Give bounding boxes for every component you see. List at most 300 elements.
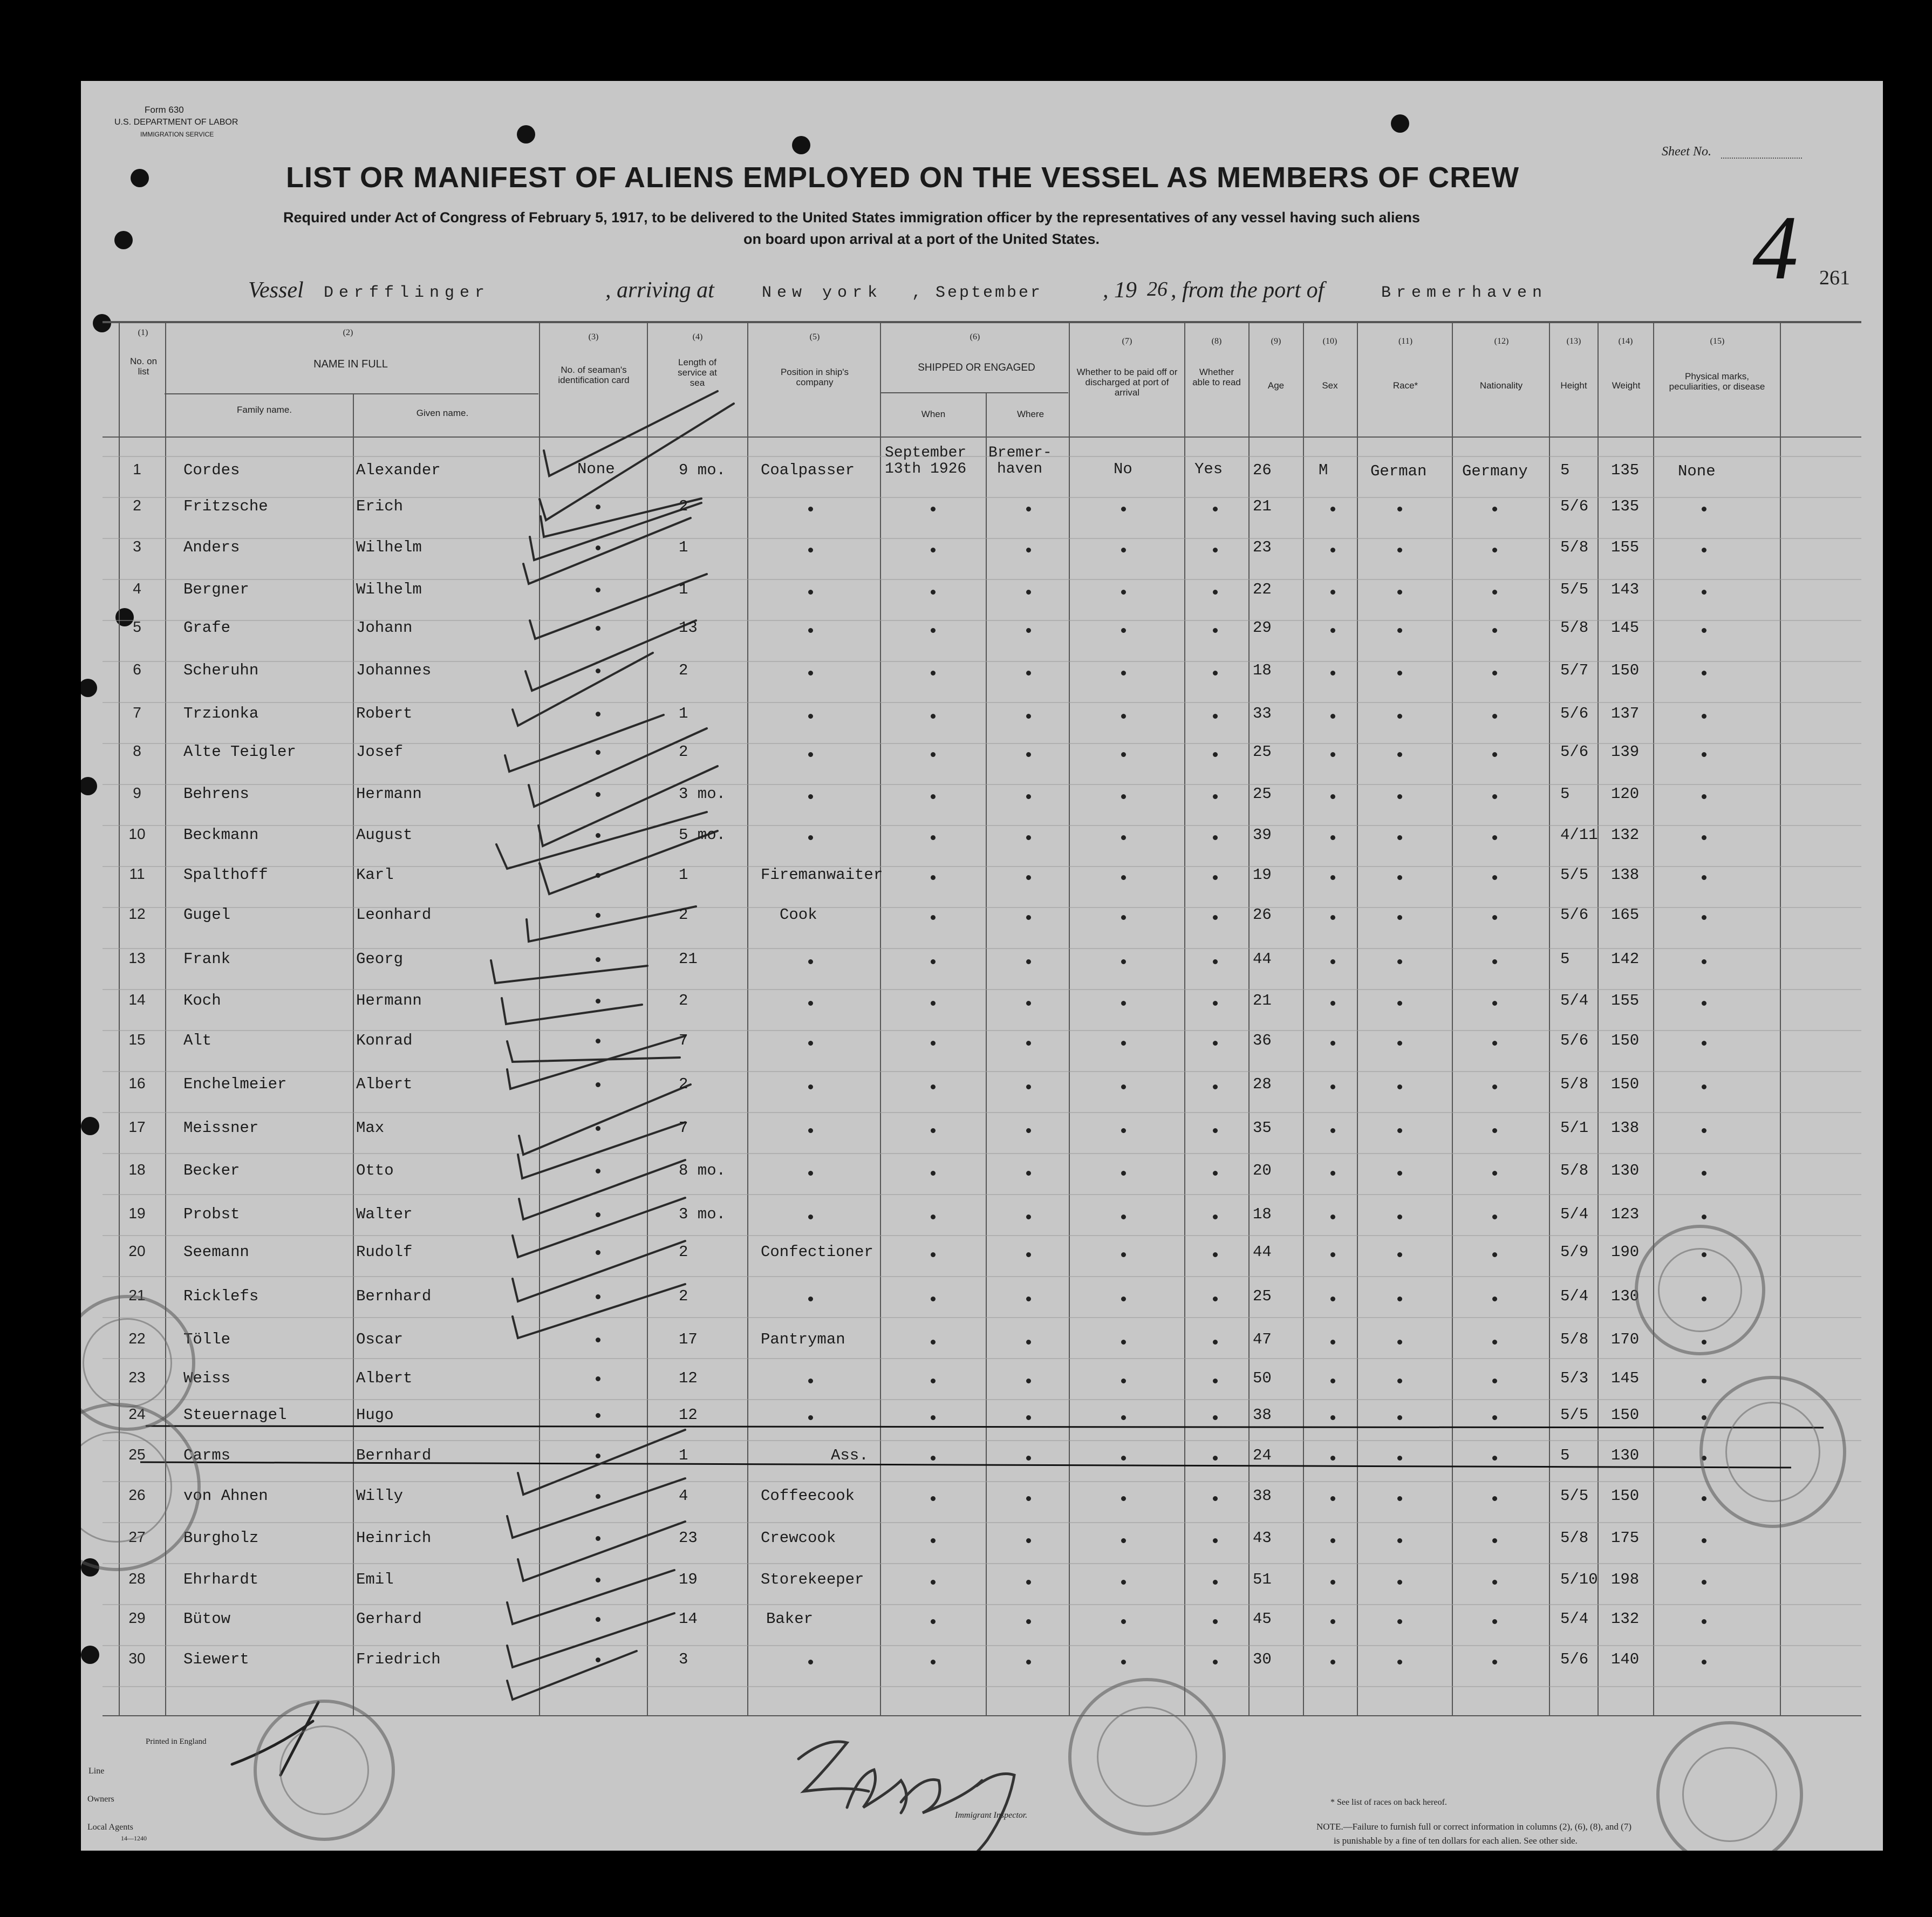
ditto-mark: [1492, 1340, 1497, 1345]
service-length: 21: [679, 950, 698, 968]
given-name: Otto: [356, 1162, 394, 1179]
ditto-mark: [808, 714, 813, 719]
ditto-mark: [1121, 1215, 1126, 1219]
age: 44: [1253, 1243, 1272, 1261]
col-num-4: (4): [692, 332, 703, 342]
ditto-mark: [1121, 714, 1126, 719]
ditto-mark: [1702, 548, 1706, 552]
ditto-mark: [1702, 1660, 1706, 1664]
row1-when-2: 13th 1926: [885, 461, 967, 477]
given-name: Albert: [356, 1075, 413, 1093]
ditto-mark: [931, 1041, 936, 1046]
col-head-weight: Weight: [1612, 380, 1641, 391]
given-name: Hugo: [356, 1406, 394, 1424]
ditto-mark: [1213, 628, 1218, 633]
ditto-mark: [931, 1340, 936, 1345]
ditto-mark: [1397, 915, 1402, 920]
age: 44: [1253, 950, 1272, 968]
family-name: Burgholz: [183, 1529, 259, 1547]
service-length: 2: [679, 992, 688, 1009]
age: 43: [1253, 1529, 1272, 1547]
weight: 155: [1611, 992, 1640, 1009]
ditto-mark: [1492, 1297, 1497, 1301]
ditto-mark: [808, 1660, 813, 1664]
family-name: Scheruhn: [183, 661, 259, 679]
row1-paid-off: No: [1114, 460, 1132, 478]
ditto-mark: [1330, 1215, 1335, 1219]
ditto-mark: [1397, 1252, 1402, 1257]
weight: 155: [1611, 538, 1640, 556]
given-name: August: [356, 826, 413, 844]
ditto-mark: [1330, 1001, 1335, 1006]
ditto-mark: [1213, 590, 1218, 595]
consulate-stamp: [1068, 1678, 1226, 1836]
ditto-mark: [1213, 1456, 1218, 1461]
given-name: Walter: [356, 1205, 413, 1223]
ditto-mark: [1213, 1580, 1218, 1585]
year-suffix: 26: [1147, 278, 1168, 301]
family-name: Grafe: [183, 619, 231, 637]
ditto-mark: [1121, 1084, 1126, 1089]
ditto-mark: [931, 714, 936, 719]
ditto-mark: [1492, 915, 1497, 920]
row-number: 9: [133, 784, 141, 801]
vessel-label: Vessel: [248, 278, 304, 303]
height: 5/8: [1560, 1162, 1589, 1179]
ditto-mark: [1397, 714, 1402, 719]
position: Coffeecook: [761, 1487, 855, 1505]
ditto-mark: [1397, 1415, 1402, 1420]
ditto-mark: [1213, 1215, 1218, 1219]
ditto-mark: [1330, 714, 1335, 719]
ditto-mark: [1397, 794, 1402, 799]
ditto-mark: [931, 1456, 936, 1461]
ditto-mark: [1026, 1001, 1031, 1006]
ditto-mark: [931, 1128, 936, 1133]
ditto-mark: [931, 1415, 936, 1420]
col-head-no: No. on list: [129, 356, 158, 377]
weight: 150: [1611, 1487, 1640, 1505]
row-number: 29: [128, 1609, 146, 1626]
form-number: Form 630: [145, 105, 184, 115]
vessel-name: Derfflinger: [324, 284, 490, 302]
height: 5/5: [1560, 1487, 1589, 1505]
ditto-mark: [808, 671, 813, 676]
ditto-mark: [1397, 875, 1402, 880]
ditto-mark: [1213, 875, 1218, 880]
ditto-mark: [1492, 1215, 1497, 1219]
ditto-mark: [1026, 1660, 1031, 1664]
ditto-mark: [1213, 1128, 1218, 1133]
ditto-mark: [931, 835, 936, 840]
weight: 142: [1611, 950, 1640, 968]
ditto-mark: [1213, 507, 1218, 511]
ditto-mark: [931, 875, 936, 880]
ditto-mark: [1702, 1580, 1706, 1585]
weight: 165: [1611, 906, 1640, 924]
height: 5/1: [1560, 1119, 1589, 1137]
ditto-mark: [808, 628, 813, 633]
age: 23: [1253, 538, 1272, 556]
col-head-marks: Physical marks, peculiarities, or disease: [1669, 371, 1765, 392]
row-number: 4: [133, 580, 141, 597]
ditto-mark: [1702, 959, 1706, 964]
service-length: 14: [679, 1610, 698, 1628]
given-name: Heinrich: [356, 1529, 432, 1547]
weight: 150: [1611, 1075, 1640, 1093]
age: 36: [1253, 1032, 1272, 1049]
age: 25: [1253, 785, 1272, 803]
ditto-mark: [1397, 1215, 1402, 1219]
ditto-mark: [1702, 1538, 1706, 1543]
ditto-mark: [931, 794, 936, 799]
ditto-mark: [1492, 714, 1497, 719]
ditto-mark: [1492, 1128, 1497, 1133]
col-num-11: (11): [1398, 337, 1413, 346]
col-head-paid-off: Whether to be paid off or discharged at port of arrival: [1076, 367, 1178, 398]
col-head-position: Position in ship's company: [780, 367, 849, 387]
ditto-mark: [1026, 1538, 1031, 1543]
ditto-mark: [1121, 1171, 1126, 1176]
ditto-mark: [1702, 507, 1706, 511]
row-number: 5: [133, 618, 141, 635]
ditto-mark: [1121, 915, 1126, 920]
ditto-mark: [1213, 1619, 1218, 1624]
service-length: 1: [679, 866, 688, 884]
row1-sex: M: [1319, 461, 1328, 479]
service-length: 19: [679, 1571, 698, 1588]
ditto-mark: [1026, 1041, 1031, 1046]
ditto-mark: [1702, 1171, 1706, 1176]
family-name: Anders: [183, 538, 240, 556]
ditto-mark: [1397, 1660, 1402, 1664]
height: 5: [1560, 461, 1570, 479]
ditto-mark: [1492, 628, 1497, 633]
ditto-mark: [1702, 794, 1706, 799]
row-number: 30: [128, 1650, 146, 1667]
row-number: 12: [128, 905, 146, 922]
weight: 198: [1611, 1571, 1640, 1588]
ditto-mark: [931, 1215, 936, 1219]
ditto-mark: [596, 504, 600, 509]
height: 5/6: [1560, 1650, 1589, 1668]
ditto-mark: [1702, 1001, 1706, 1006]
ditto-mark: [808, 507, 813, 511]
col-head-age: Age: [1267, 380, 1285, 391]
family-name: Enchelmeier: [183, 1075, 287, 1093]
service-length: 3 mo.: [679, 1205, 726, 1223]
height: 5/10: [1560, 1571, 1598, 1588]
consulate-stamp: [1699, 1376, 1846, 1528]
weight: 150: [1611, 1032, 1640, 1049]
position: Baker: [766, 1610, 814, 1628]
ditto-mark: [808, 1001, 813, 1006]
ditto-mark: [1213, 1171, 1218, 1176]
ditto-mark: [1397, 1084, 1402, 1089]
ditto-mark: [1702, 590, 1706, 595]
ditto-mark: [1397, 1340, 1402, 1345]
ditto-mark: [1121, 1001, 1126, 1006]
service-length: 3 mo.: [679, 785, 726, 803]
ditto-mark: [1330, 1580, 1335, 1585]
ditto-mark: [1121, 1580, 1126, 1585]
ditto-mark: [1330, 915, 1335, 920]
family-name: Trzionka: [183, 705, 259, 722]
ditto-mark: [596, 1657, 600, 1662]
row-number: 19: [128, 1205, 146, 1222]
ditto-mark: [1121, 548, 1126, 552]
given-name: Wilhelm: [356, 538, 422, 556]
ditto-mark: [1121, 1538, 1126, 1543]
age: 25: [1253, 743, 1272, 761]
age: 33: [1253, 705, 1272, 722]
service-length: 3: [679, 1650, 688, 1668]
weight: 150: [1611, 1406, 1640, 1424]
weight: 130: [1611, 1287, 1640, 1305]
weight: 137: [1611, 705, 1640, 722]
ditto-mark: [596, 545, 600, 550]
ditto-mark: [1330, 959, 1335, 964]
family-name: Tölle: [183, 1331, 231, 1348]
col-head-id-card: No. of seaman's identification card: [558, 365, 630, 385]
family-name: Alt: [183, 1032, 212, 1049]
ditto-mark: [931, 671, 936, 676]
ditto-mark: [1213, 835, 1218, 840]
ditto-mark: [1026, 1415, 1031, 1420]
position: Firemanwaiter: [761, 866, 883, 884]
ditto-mark: [1213, 1660, 1218, 1664]
subtitle-line-1: Required under Act of Congress of February 5, 1917, to be delivered to the United States immigration officer by the representatives of any vessel having such aliens: [283, 209, 1421, 226]
service-length: 2: [679, 661, 688, 679]
ditto-mark: [931, 1084, 936, 1089]
weight: 140: [1611, 1650, 1640, 1668]
height: 5/5: [1560, 581, 1589, 598]
height: 5/5: [1560, 1406, 1589, 1424]
ditto-mark: [1213, 1252, 1218, 1257]
ditto-mark: [1702, 835, 1706, 840]
ditto-mark: [1492, 1252, 1497, 1257]
position: Confectioner: [761, 1243, 873, 1261]
weight: 150: [1611, 661, 1640, 679]
family-name: Alte Teigler: [183, 743, 296, 761]
weight: 138: [1611, 1119, 1640, 1137]
sheet-number: 4: [1752, 197, 1798, 298]
position: Coalpasser: [761, 461, 855, 479]
row-number: 7: [133, 704, 141, 721]
ditto-mark: [1330, 1340, 1335, 1345]
given-name: Friedrich: [356, 1650, 441, 1668]
footer-owners: Owners: [87, 1795, 114, 1804]
ditto-mark: [931, 1580, 936, 1585]
ditto-mark: [1492, 1660, 1497, 1664]
age: 39: [1253, 826, 1272, 844]
ditto-mark: [596, 1082, 600, 1087]
row-number: 10: [128, 826, 146, 842]
ditto-mark: [596, 1169, 600, 1174]
family-name: von Ahnen: [183, 1487, 268, 1505]
height: 5/8: [1560, 538, 1589, 556]
ditto-mark: [1330, 1660, 1335, 1664]
ditto-mark: [1121, 590, 1126, 595]
height: 5: [1560, 950, 1570, 968]
ditto-mark: [931, 548, 936, 552]
row-number: 15: [128, 1031, 146, 1048]
ditto-mark: [1026, 1379, 1031, 1383]
row-number: 1: [133, 461, 141, 477]
ditto-mark: [1026, 1252, 1031, 1257]
given-name: Georg: [356, 950, 404, 968]
family-name: Koch: [183, 992, 221, 1009]
age: 30: [1253, 1650, 1272, 1668]
ditto-mark: [1397, 590, 1402, 595]
ditto-mark: [596, 1039, 600, 1043]
col-num-14: (14): [1618, 337, 1633, 346]
ditto-mark: [931, 1379, 936, 1383]
service-length: 5 mo.: [679, 826, 726, 844]
ditto-mark: [1492, 590, 1497, 595]
age: 25: [1253, 1287, 1272, 1305]
ditto-mark: [1397, 1538, 1402, 1543]
ditto-mark: [1702, 1128, 1706, 1133]
ditto-mark: [1121, 1340, 1126, 1345]
service-length: 2: [679, 1243, 688, 1261]
ditto-mark: [1026, 1496, 1031, 1501]
ditto-mark: [1213, 1379, 1218, 1383]
age: 35: [1253, 1119, 1272, 1137]
ditto-mark: [808, 1415, 813, 1420]
ditto-mark: [1026, 1297, 1031, 1301]
weight: 190: [1611, 1243, 1640, 1261]
ditto-mark: [931, 507, 936, 511]
given-name: Hermann: [356, 992, 422, 1009]
position: Cook: [780, 906, 817, 924]
ditto-mark: [931, 1171, 936, 1176]
age: 20: [1253, 1162, 1272, 1179]
ditto-mark: [808, 752, 813, 757]
age: 51: [1253, 1571, 1272, 1588]
ditto-mark: [1121, 1660, 1126, 1664]
ditto-mark: [1026, 1128, 1031, 1133]
given-name: Konrad: [356, 1032, 413, 1049]
ditto-mark: [1121, 1619, 1126, 1624]
ditto-mark: [1026, 835, 1031, 840]
row-number: 3: [133, 538, 141, 555]
row-number: 8: [133, 742, 141, 759]
ditto-mark: [1121, 959, 1126, 964]
ditto-mark: [1213, 959, 1218, 964]
ditto-mark: [808, 590, 813, 595]
age: 38: [1253, 1487, 1272, 1505]
consulate-stamp: [1635, 1225, 1765, 1355]
service-length: 12: [679, 1406, 698, 1424]
service-length: 7: [679, 1119, 688, 1137]
ditto-mark: [1026, 628, 1031, 633]
ditto-mark: [596, 588, 600, 592]
col-num-3: (3): [588, 332, 599, 342]
position: Ass.: [831, 1447, 869, 1464]
ditto-mark: [1213, 1084, 1218, 1089]
given-name: Josef: [356, 743, 404, 761]
ditto-mark: [1026, 1084, 1031, 1089]
family-name: Spalthoff: [183, 866, 268, 884]
given-name: Johann: [356, 619, 413, 637]
row-number: 28: [128, 1570, 146, 1587]
family-name: Fritzsche: [183, 497, 268, 515]
ditto-mark: [1702, 1084, 1706, 1089]
service: IMMIGRATION SERVICE: [140, 131, 214, 138]
ditto-mark: [596, 712, 600, 717]
service-length: 7: [679, 1032, 688, 1049]
ditto-mark: [1121, 1415, 1126, 1420]
height: 5/6: [1560, 743, 1589, 761]
ditto-mark: [931, 590, 936, 595]
ditto-mark: [1330, 794, 1335, 799]
ditto-mark: [931, 1001, 936, 1006]
ditto-mark: [1397, 671, 1402, 676]
col-num-13: (13): [1566, 337, 1581, 346]
ditto-mark: [1702, 1041, 1706, 1046]
weight: 132: [1611, 1610, 1640, 1628]
row1-id-card: None: [577, 460, 615, 478]
row1-marks: None: [1678, 462, 1716, 480]
note-line-2: is punishable by a fine of ten dollars for each alien. See other side.: [1334, 1836, 1578, 1846]
row-number: 23: [128, 1369, 146, 1386]
height: 5/4: [1560, 1287, 1589, 1305]
service-length: 2: [679, 906, 688, 924]
given-name: Bernhard: [356, 1447, 432, 1464]
ditto-mark: [1121, 1379, 1126, 1383]
age: 26: [1253, 461, 1272, 479]
family-name: Seemann: [183, 1243, 249, 1261]
service-length: 2: [679, 1075, 688, 1093]
height: 4/11: [1560, 826, 1598, 844]
age: 24: [1253, 1447, 1272, 1464]
row-number: 16: [128, 1075, 146, 1091]
ditto-mark: [1492, 1041, 1497, 1046]
height: 5: [1560, 1447, 1570, 1464]
ditto-mark: [596, 750, 600, 755]
ditto-mark: [1330, 1496, 1335, 1501]
ditto-mark: [808, 1379, 813, 1383]
ditto-mark: [931, 959, 936, 964]
ditto-mark: [808, 1041, 813, 1046]
service-length: 2: [679, 1287, 688, 1305]
col-head-service: Length of service at sea: [678, 357, 717, 388]
family-name: Gugel: [183, 906, 231, 924]
ditto-mark: [1026, 875, 1031, 880]
ditto-mark: [1397, 752, 1402, 757]
ditto-mark: [1702, 671, 1706, 676]
col-num-7: (7): [1122, 337, 1132, 346]
given-name: Oscar: [356, 1331, 404, 1348]
ditto-mark: [1330, 1171, 1335, 1176]
ditto-mark: [1397, 1580, 1402, 1585]
row-number: 6: [133, 661, 141, 678]
ditto-mark: [808, 959, 813, 964]
footer-form-code: 14—1240: [121, 1834, 147, 1842]
given-name: Karl: [356, 866, 394, 884]
col-head-name: NAME IN FULL: [313, 358, 388, 370]
ditto-mark: [931, 1496, 936, 1501]
ditto-mark: [1397, 1297, 1402, 1301]
ditto-mark: [1213, 548, 1218, 552]
col-head-read: Whether able to read: [1192, 367, 1241, 387]
row-number: 2: [133, 497, 141, 514]
weight: 132: [1611, 826, 1640, 844]
row-number: 27: [128, 1529, 146, 1545]
ditto-mark: [1492, 752, 1497, 757]
ditto-mark: [1702, 1379, 1706, 1383]
